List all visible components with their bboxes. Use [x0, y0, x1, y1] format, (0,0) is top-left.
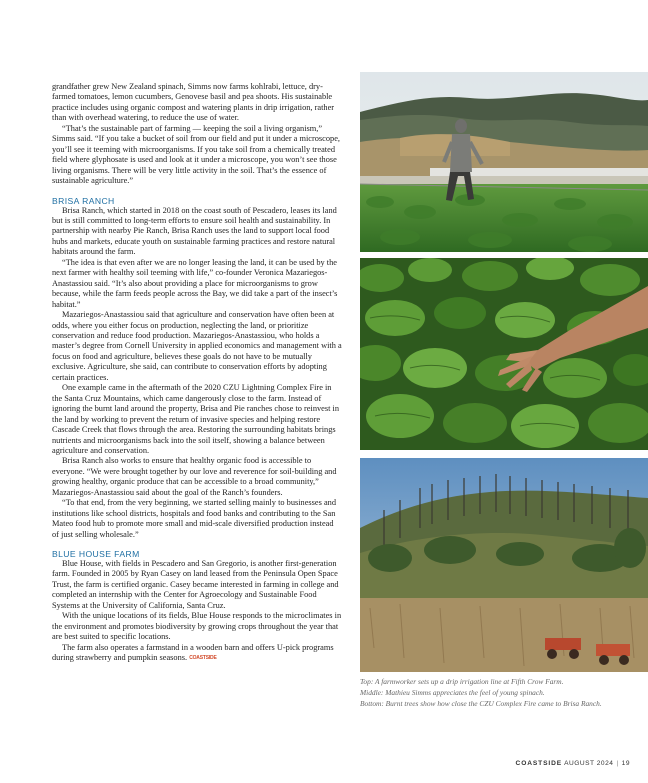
footer-separator: |: [616, 760, 619, 767]
paragraph: Mazariegos-Anastassiou said that agriculture and conservation have often been at odds, where you either focus on production, neglecting the land, or prioritize conservation and reduce food production. Mazariegos-Anastassiou, who holds a master’s degree from Cornell University in applied economics and management with a focus on food and agriculture, believes these goals do not have to be mutually exclusive. Agriculture, she said, can contribute to conservation efforts by adopting certain practices.: [52, 310, 342, 382]
paragraph: grandfather grew New Zealand spinach, Simms now farms kohlrabi, lettuce, dry-farmed tomatoes, lemon cucumbers, Genovese basil and pea shoots. His sustainable practice includes using organic compost and watering plants in drip irrigation, rather than with overhead watering, to reduce the use of water.: [52, 82, 335, 123]
end-mark-logo: COASTSIDE: [189, 655, 217, 662]
photo-captions: [360, 676, 630, 710]
page-footer: [516, 760, 630, 767]
footer-brand: COASTSIDE: [515, 760, 563, 767]
caption-bottom: Bottom: Burnt trees show how close the CZU Complex Fire came to Brisa Ranch.: [360, 699, 602, 709]
photo-spinach-hand: [360, 258, 648, 450]
section-heading-blue-house-farm: BLUE HOUSE FARM: [52, 549, 140, 560]
paragraph-text: The farm also operates a farmstand in a wooden barn and offers U-pick programs during strawberry and pumpkin seasons.: [52, 642, 334, 663]
section-heading-brisa-ranch: BRISA RANCH: [52, 195, 115, 206]
paragraph: “The idea is that even after we are no longer leasing the land, it can be used by the next farmer with healthy soil teeming with life,” co-founder Veronica Mazariegos-Anastassiou said. “It’s also about providing a place for microorganisms to grow because, while the farm feeds people across the Bay, we did take a part of the insect’s habitat.”: [52, 257, 338, 309]
photo-burnt-trees: [360, 458, 648, 672]
paragraph: “That’s the sustainable part of farming — keeping the soil a living organism,” Simms said. “If you take a bucket of soil from our field and put it under a microscope, you’ll see it teeming with microorganisms. If you take soil from a chemically treated field where glyphosate is used and look at it under a microscope, you won’t see those living organisms. There will be very little activity in the soil. That’s the essence of sustainable agriculture.”: [52, 123, 341, 186]
paragraph: Blue House, with fields in Pescadero and San Gregorio, is another first-generation farm. Founded in 2005 by Ryan Casey on land leased from the Peninsula Open Space Trust, the farm is certified organic. Casey became interested in farming in college and completed an internship with the Center for Agroecology and Sustainable Food Systems at the University of California, Santa Cruz.: [52, 559, 339, 610]
caption-top: Top: A farmworker sets up a drip irrigation line at Fifth Crow Farm.: [360, 677, 564, 686]
caption-middle: Middle: Mathieu Simms appreciates the feel of young spinach.: [360, 688, 545, 698]
paragraph: Brisa Ranch also works to ensure that healthy organic food is accessible to everyone. “We were brought together by our love and reverence for soil-building and growing healthy, organic produce that can be accessible to a broad community,” Mazariegos-Anastassiou said about the goal of the Ranch’s founders.: [52, 456, 337, 497]
page-number: 19: [621, 760, 630, 767]
paragraph: With the unique locations of its fields, Blue House responds to the microclimates in the environment and promotes biodiversity by growing crops throughout the year that are best suited to specific locations.: [52, 611, 342, 642]
paragraph: “To that end, from the very beginning, we started selling mainly to businesses and institutions like school districts, hospitals and food banks and contributing to the San Mateo food hub to promote more small and mid-scale diversified production instead of just selling wholesale.”: [52, 498, 337, 539]
footer-issue: AUGUST 2024: [564, 760, 614, 767]
paragraph: [52, 643, 342, 664]
paragraph: Brisa Ranch, which started in 2018 on the coast south of Pescadero, leases its land but is still committed to long-term efforts to ensure soil health and sustainability. In partnership with nearby Pie Ranch, Brisa Ranch uses the land to support local food hubs and markets, educate youth on sustainable farming practices and restore natural habitats around the farm.: [52, 205, 337, 257]
article-body: [52, 82, 342, 664]
paragraph: One example came in the aftermath of the 2020 CZU Lightning Complex Fire in the Santa Cruz Mountains, which came dangerously close to the farm. Instead of ignoring the burnt land around the property, Brisa and Pie ranches chose to reinvest in the land by working to prevent the return of invasive species and helping restore Cascade Creek that flows through the area. Restoring the surrounding habitats brings nutrients and microorganisms back into the soil itself, showing a balance between agriculture and conservation.: [52, 383, 340, 455]
photo-farmworker-irrigation: [360, 72, 648, 252]
